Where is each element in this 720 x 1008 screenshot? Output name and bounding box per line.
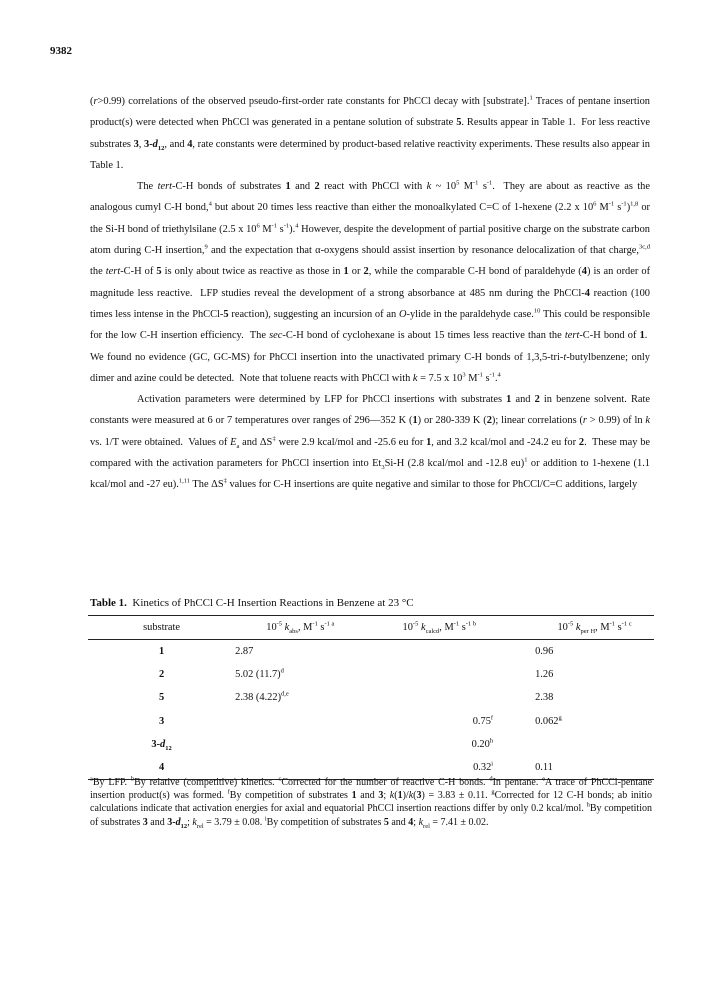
- page-number: 9382: [50, 45, 72, 57]
- cell-kabs: 2.38 $(4.22)^{d,e}$: [235, 691, 289, 704]
- table-row: [88, 733, 654, 756]
- cell-kabs: 5.02 $(11.7)^d$: [235, 667, 284, 681]
- cell-kabs: [235, 733, 365, 756]
- cell-substrate: 2: [158, 669, 165, 681]
- paragraph-2: The tert-C-H bonds of substrates 1 and 2 react with PhCCl with k ~ $10^5$ $M^{-1}$ $s^{-1}$. They are about as reactive as the analogous cumyl C-H bond,$^4$ but about 20 times less reactive than either the monoalkylated C=C of 1-hexene (2.2 x $10^6$ $M^{-1}$ $s^{-1})^{1,8}$ or the Si-H bond of triethylsilane (2.5 x $10^6$ $M^{-1}$ $s^{-1}).^4$ However, despite the development of partial positive charge on the substrate carbon atom during C-H insertion,$^9$ and the expectation that α-oxygens should assist insertion by resonance delocalization of that charge,$^{3c,d}$ the tert-C-H of 5 is only about twice as reactive as those in 1 or 2, while the comparable C-H bond of paraldehyde (4) is an order of magnitude less reactive. LFP studies reveal the development of a strong absorbance at 485 nm during the PhCCl-4 reaction (100 times less intense in the PhCCl-5 reaction), suggesting an incursion of an O-ylide in the paraldehyde case.$^{10}$ This could be responsible for the low C-H insertion efficiency. The sec-C-H bond of cyclohexane is about 15 times less reactive than the tert-C-H bond of 1. We found no evidence (GC, GC-MS) for PhCCl insertion into the unactivated primary C-H bonds of 1,3,5-tri-t-butylbenzene; only dimer and azine could be detected. Note that toluene reacts with PhCCl with k = 7.5 x $10^3$ $M^{-1}$ $s^{-1}.^4$: [90, 179, 651, 384]
- table-caption: [90, 597, 414, 609]
- table-row: [88, 710, 654, 733]
- col-header-substrate: substrate: [88, 616, 235, 640]
- table-footnotes: $^a$By LFP. $^b$By relative (competitive) kinetics. $^c$Corrected for the number of reactive C-H bonds. $^d$In pentane. $^e$A trace of PhCCl-pentane insertion product(s) was formed. $^f$By competition of substrates 1 and 3; k(1)/k(3) = 3.83 ± 0.11. $^g$Corrected for 12 C-H bonds; ab initio calculations indicate that activation energies for axial and equatorial PhCCl insertion reactions differ by only 0.2 kcal/mol. $^h$By competition of substrates 3 and $3-d_{12}$; $k_{rel} = 3.79 \pm 0.08$. $^i$By competition of substrates 5 and 4; $k_{rel} = 7.41 \pm 0.02$.: [90, 775, 653, 830]
- table-row: [88, 663, 654, 686]
- cell-kcalcd: 0.75$^f$: [472, 714, 494, 727]
- cell-kperh: 1.26: [535, 669, 554, 681]
- kinetics-table: [88, 615, 654, 780]
- cell-kabs: 2.87: [235, 646, 254, 658]
- cell-kperh: 0.11: [513, 756, 654, 780]
- table-row: [88, 686, 654, 709]
- cell-kperh: 0.062$^g$: [535, 714, 562, 727]
- cell-substrate: 1: [158, 646, 165, 658]
- table-caption-label: Table 1.: [90, 597, 127, 609]
- paragraph-1: (r>0.99) correlations of the observed pseudo-first-order rate constants for PhCCl decay with [substrate].$^1$ Traces of pentane insertion product(s) were detected when PhCCl was generated in a pentane solution of substrate 5. Results appear in Table 1. For less reactive substrates 3, $3-d_{12}$, and 4, rate constants were determined by product-based relative reactivity experiments. These results also appear in Table 1.: [90, 94, 651, 171]
- cell-kcalcd: 0.32$^i$: [366, 756, 514, 780]
- paragraph-3: Activation parameters were determined by LFP for PhCCl insertions with substrates 1 and 2 in benzene solvent. Rate constants were measured at 6 or 7 temperatures over ranges of 296—352 K (1) or 280-339 K (2); linear correlations (r > 0.99) of ln k vs. 1/T were obtained. Values of $E_a$ and ΔS‡ were 2.9 kcal/mol and -25.6 eu for 1, and 3.2 kcal/mol and -24.2 eu for 2. These may be compared with the activation parameters for PhCCl insertion into $Et_3Si-H$ (2.8 kcal/mol and -12.8 eu)$^1$ or addition to 1-hexene (1.1 kcal/mol and -27 eu).$^{1,11}$ The ΔS‡ values for C-H insertions are quite negative and similar to those for PhCCl/C=C additions, largely: [90, 394, 651, 491]
- cell-kperh: 2.38: [535, 692, 554, 704]
- cell-kcalcd: [366, 663, 514, 686]
- cell-kperh: [513, 733, 654, 756]
- col-header-kcalcd: $10^{-5}$ $k_{calcd}$, $M^{-1}$ $s^{-1 b}$: [366, 616, 514, 640]
- cell-substrate: 5: [158, 692, 165, 704]
- body-text: [90, 91, 650, 496]
- table-caption-text: Kinetics of PhCCl C-H Insertion Reactions in Benzene at 23 °C: [132, 597, 414, 609]
- cell-kabs: [235, 710, 365, 733]
- cell-substrate: 3: [158, 715, 165, 727]
- cell-kperh: 0.96: [535, 646, 554, 658]
- cell-kcalcd: 0.20$^h$: [471, 737, 494, 750]
- cell-kcalcd: [366, 686, 514, 709]
- cell-substrate: 4: [88, 756, 235, 780]
- table-header-row: [88, 616, 654, 640]
- col-header-kabs: $10^{-5}$ $k_{abs}$, $M^{-1}$ $s^{-1 a}$: [235, 616, 365, 640]
- cell-kcalcd: [366, 640, 514, 664]
- cell-substrate: $3-d_{12}$: [151, 738, 172, 752]
- col-header-kperh: $10^{-5}$ $k_{per H}$, $M^{-1}$ $s^{-1 c}$: [513, 616, 654, 640]
- table-row: [88, 640, 654, 664]
